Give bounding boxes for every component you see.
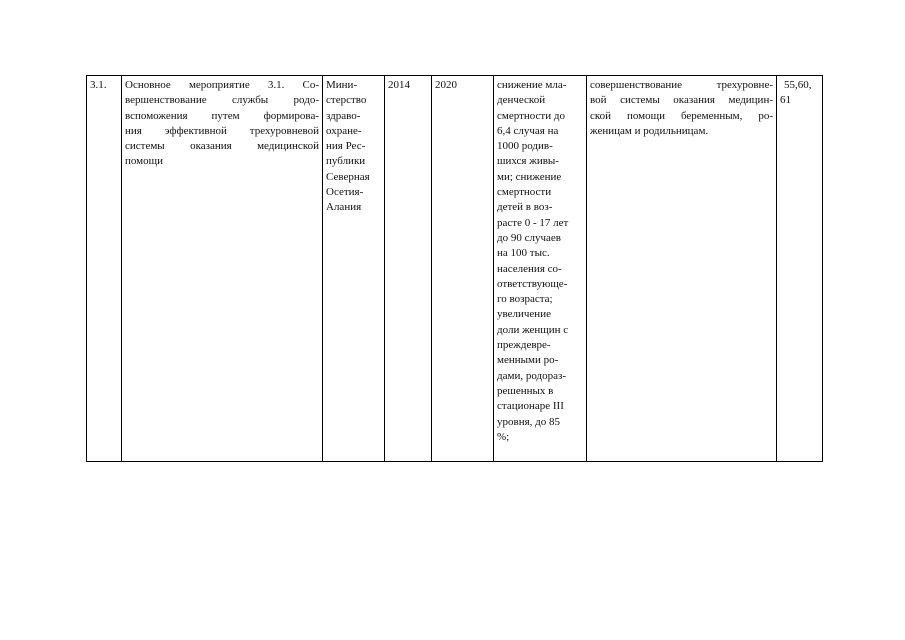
cell-start-year — [385, 76, 432, 462]
result-line: менными ро- — [497, 354, 559, 367]
event-name-line: помощи — [125, 155, 163, 168]
cell-indicator-links — [777, 76, 823, 462]
event-name-line: системы оказания медицинской — [125, 140, 319, 153]
result-line: ответствующе- — [497, 277, 568, 290]
result-line: 6,4 случая на — [497, 124, 559, 137]
result-line: на 100 тыс. — [497, 247, 550, 260]
executor-line: Мини- — [326, 79, 358, 91]
cell-end-year — [432, 76, 494, 462]
result-line: доли женщин с — [497, 323, 569, 336]
result-line: уровня, до 85 — [497, 415, 560, 428]
event-name-line: вершенствование службы родо- — [125, 94, 319, 107]
event-name-line: ния эффективной трехуровневой — [125, 124, 319, 137]
result-line: дами, родораз- — [497, 369, 566, 382]
end-year: 2020 — [435, 79, 457, 91]
result-line: увеличение — [497, 308, 551, 321]
result-line: решенных в — [497, 384, 554, 397]
description-line: ской помощи беременным, ро- — [590, 109, 773, 122]
result-line: го возраста; — [497, 293, 553, 306]
event-name-line: Основное мероприятие 3.1. Со- — [125, 79, 319, 91]
executor-line: охране- — [326, 124, 362, 137]
cell-executor — [323, 76, 385, 462]
cell-number — [87, 76, 122, 462]
result-line: преждевре- — [497, 339, 551, 352]
table-row — [87, 76, 823, 462]
executor-line: здраво- — [326, 109, 361, 122]
start-year: 2014 — [388, 79, 410, 91]
executor-line: ния Рес- — [326, 140, 366, 153]
result-line: шихся живы- — [497, 155, 559, 168]
description-line: женицам и родильницам. — [590, 124, 709, 137]
result-line: смертности до — [497, 109, 565, 122]
result-line: расте 0 - 17 лет — [497, 216, 569, 229]
result-line: населения со- — [497, 262, 562, 275]
result-line: снижение мла- — [497, 79, 567, 91]
result-line: стационаре III — [497, 400, 564, 413]
executor-line: стерство — [326, 94, 367, 107]
indicator-links-line: 55,60, — [784, 79, 812, 91]
result-line: ми; снижение — [497, 170, 562, 183]
executor-line: публики — [326, 155, 366, 168]
executor-line: Осетия- — [326, 186, 364, 199]
program-events-table — [86, 75, 823, 462]
event-name-line: вспоможения путем формирова- — [125, 109, 319, 122]
cell-description — [587, 76, 777, 462]
description-line: вой системы оказания медицин- — [590, 94, 773, 107]
result-line: 1000 родив- — [497, 140, 553, 153]
result-line: смертности — [497, 186, 552, 199]
result-line: детей в воз- — [497, 201, 553, 214]
indicator-links-line: 61 — [780, 94, 791, 107]
result-line: %; — [497, 430, 510, 443]
executor-line: Алания — [326, 201, 362, 214]
executor-line: Северная — [326, 170, 370, 183]
event-number: 3.1. — [90, 79, 107, 91]
description-line: совершенствование трехуровне- — [590, 79, 773, 91]
cell-expected-result — [494, 76, 587, 462]
cell-event-name — [122, 76, 323, 462]
result-line: до 90 случаев — [497, 231, 561, 244]
result-line: денческой — [497, 94, 546, 107]
